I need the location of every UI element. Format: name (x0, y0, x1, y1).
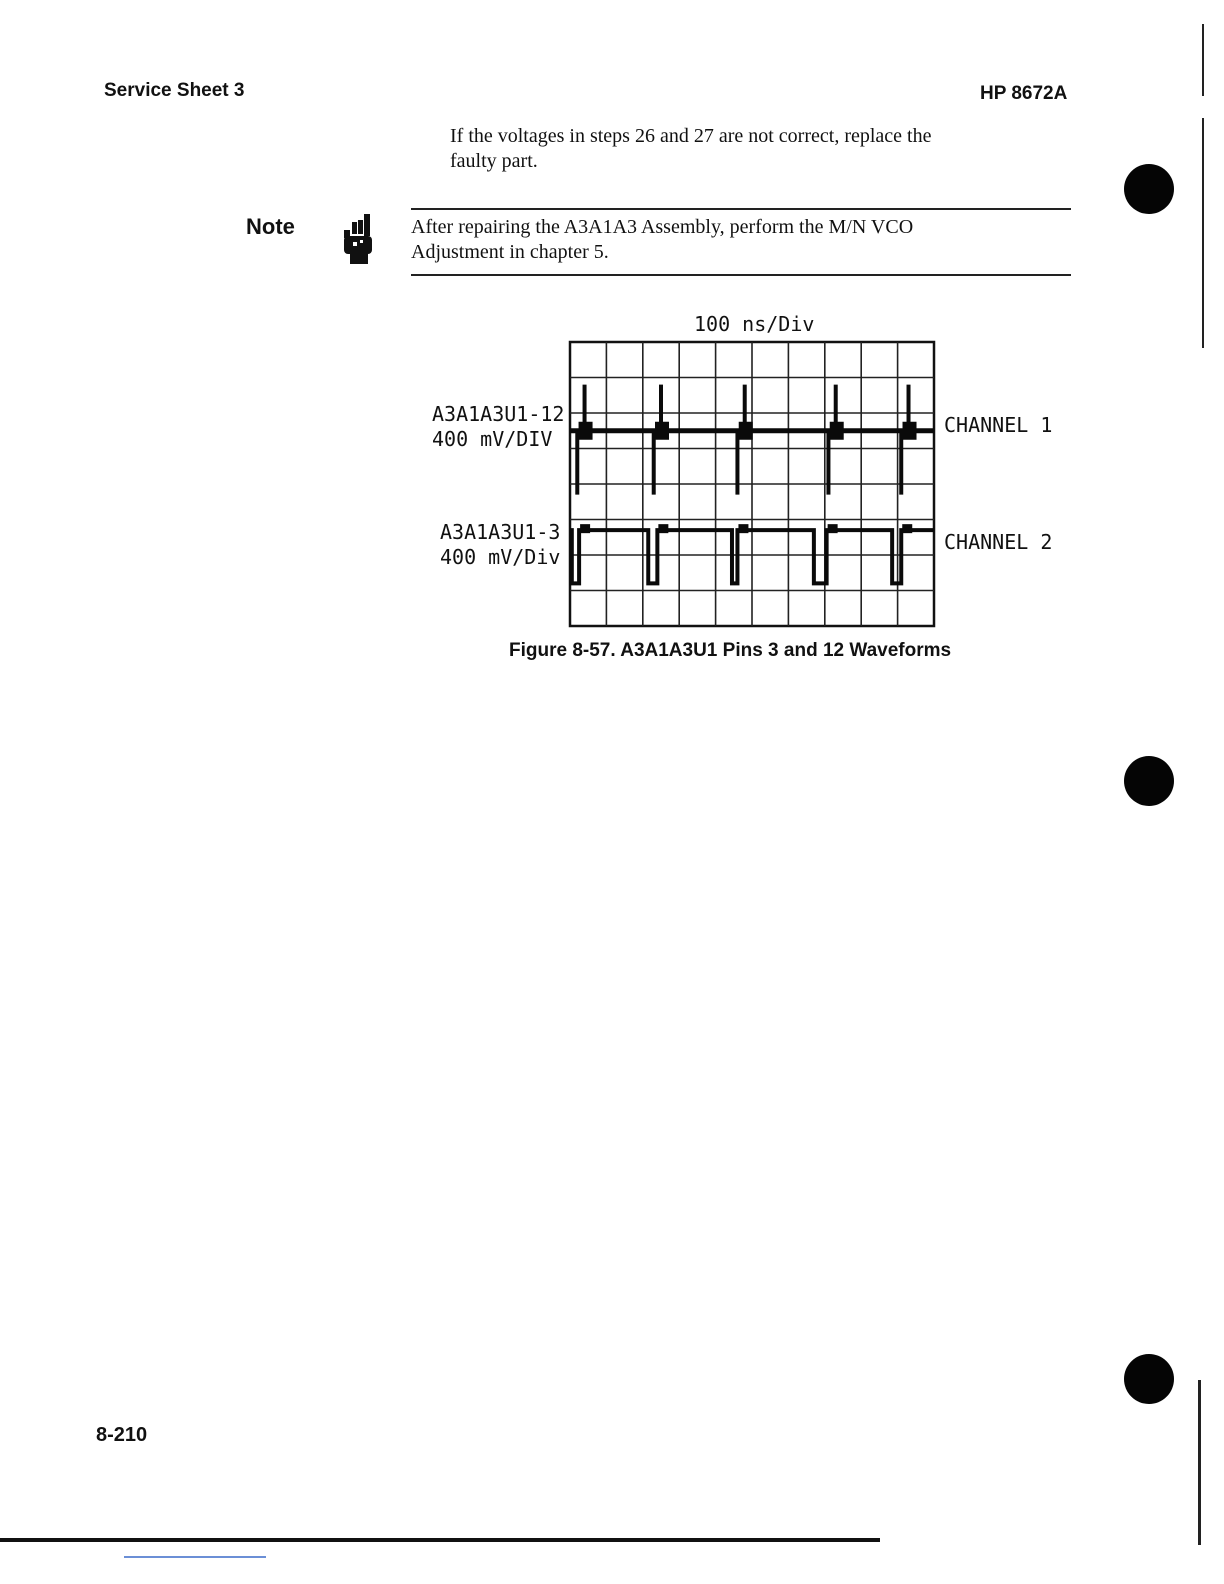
punch-hole (1124, 756, 1174, 806)
punch-hole (1124, 1354, 1174, 1404)
footer-rule (0, 1538, 880, 1542)
timebase-label: 100 ns/Div (694, 312, 815, 336)
oscilloscope-display (568, 340, 936, 628)
channel1-signal-label: A3A1A3U1-12 (432, 402, 565, 426)
channel2-label: CHANNEL 2 (944, 530, 1053, 554)
channel1-ringing (903, 422, 917, 440)
channel2-overshoot (902, 524, 912, 533)
oscilloscope-svg (568, 340, 936, 628)
header-manual-model: HP 8672A (980, 83, 1068, 104)
note-bottom-rule (411, 274, 1071, 276)
pointing-hand-icon (338, 212, 378, 268)
figure-caption: Figure 8-57. A3A1A3U1 Pins 3 and 12 Waveforms (509, 640, 952, 661)
page-number: 8-210 (96, 1424, 148, 1446)
note-top-rule (411, 208, 1071, 210)
punch-hole (1124, 164, 1174, 214)
note-label: Note (246, 214, 295, 239)
channel1-label: CHANNEL 1 (944, 413, 1053, 437)
intro-paragraph (450, 124, 1070, 174)
binding-edge-line (1202, 118, 1204, 348)
note-line: After repairing the A3A1A3 Assembly, perform the M/N VCO (411, 216, 914, 238)
channel1-ringing (579, 422, 593, 440)
channel2-signal-label: A3A1A3U1-3 (440, 520, 561, 544)
note-text (411, 215, 1071, 265)
channel2-overshoot (580, 524, 590, 533)
channel1-ringing (830, 422, 844, 440)
note-line: Adjustment in chapter 5. (411, 241, 609, 263)
footer-accent-line (124, 1556, 266, 1558)
channel1-scale-label: 400 mV/DIV (432, 427, 553, 451)
binding-edge-line (1198, 1380, 1201, 1545)
channel2-scale-label: 400 mV/Div (440, 545, 561, 569)
binding-edge-line (1202, 24, 1204, 96)
channel2-overshoot (738, 524, 748, 533)
channel1-ringing (739, 422, 753, 440)
intro-line: faulty part. (450, 150, 538, 172)
header-section-title: Service Sheet 3 (104, 80, 245, 101)
intro-line: If the voltages in steps 26 and 27 are not correct, replace the (450, 125, 932, 147)
channel2-overshoot (658, 524, 668, 533)
channel1-ringing (655, 422, 669, 440)
channel2-overshoot (828, 524, 838, 533)
